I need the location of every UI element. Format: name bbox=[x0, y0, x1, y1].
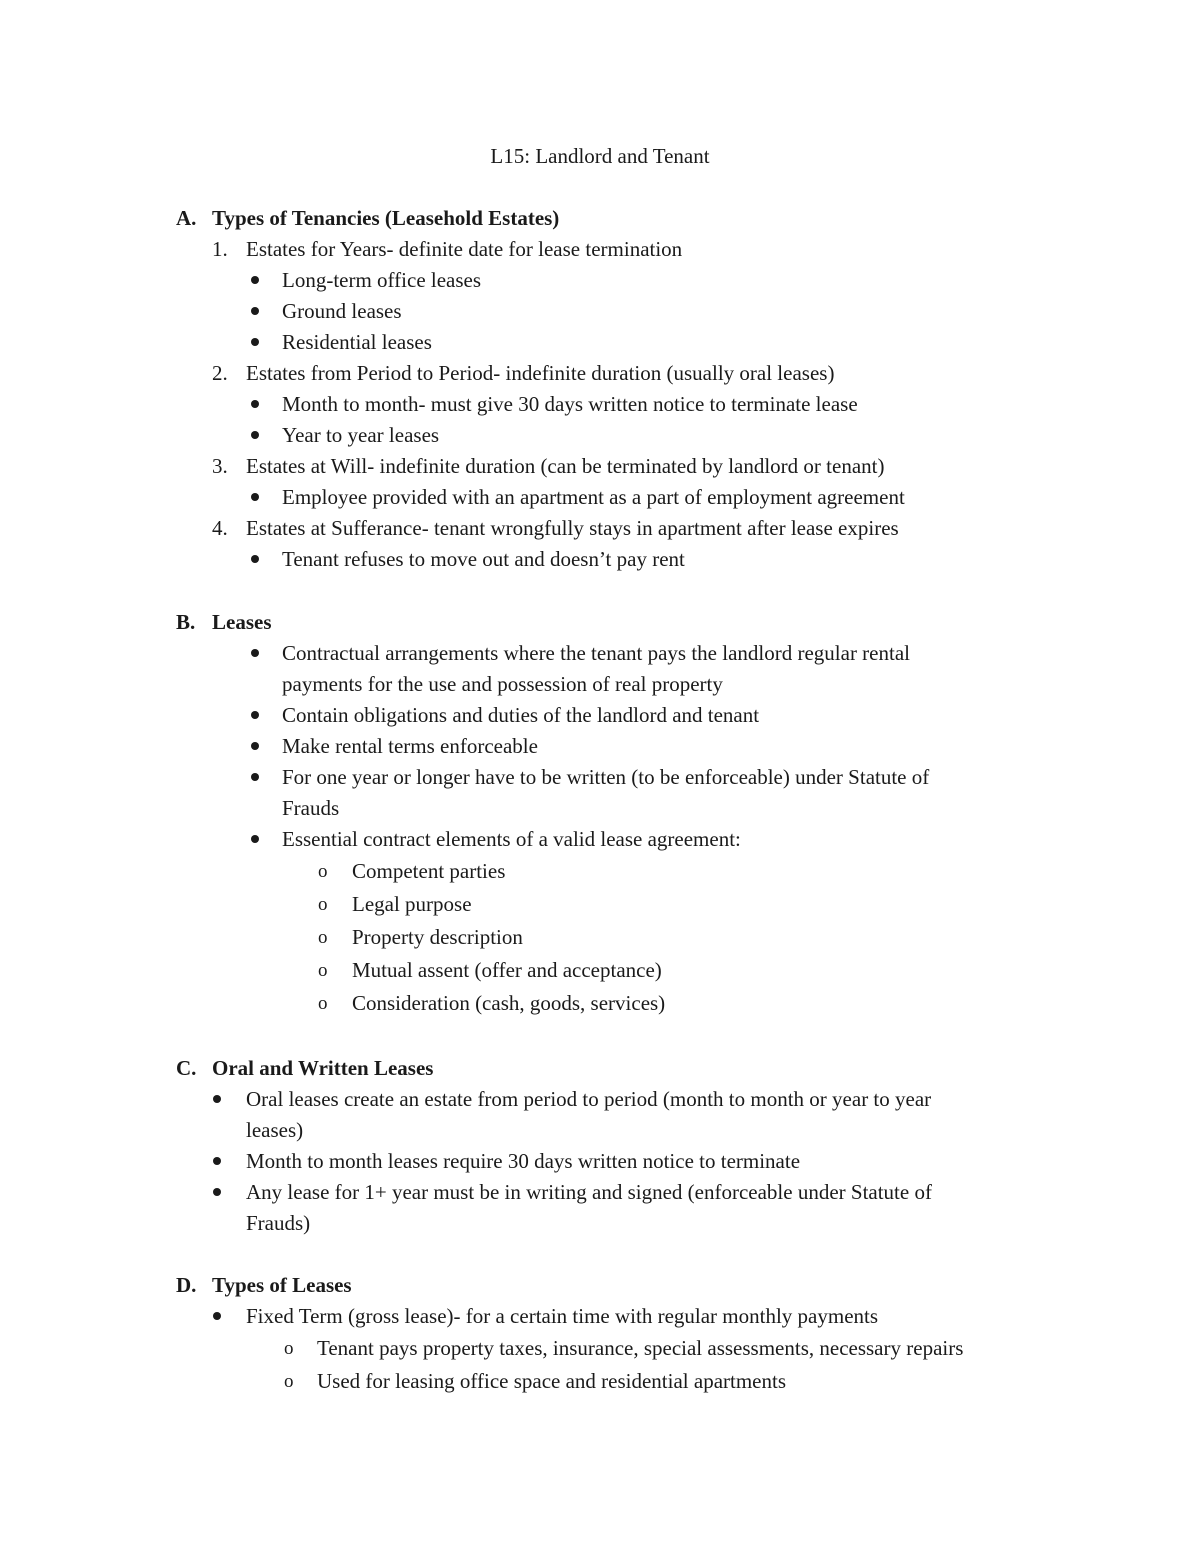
bullet-icon bbox=[213, 1095, 221, 1103]
list-item-continuation: leases) bbox=[246, 1118, 304, 1142]
sub-bullet-marker: o bbox=[284, 1338, 294, 1359]
bullet-icon bbox=[213, 1157, 221, 1165]
list-item: Estates at Sufferance- tenant wrongfully stays in apartment after lease expires bbox=[246, 516, 899, 540]
section-b-heading: Leases bbox=[212, 610, 272, 634]
bullet-icon bbox=[251, 773, 259, 781]
sub-list-item: Legal purpose bbox=[352, 892, 472, 916]
list-number: 3. bbox=[212, 454, 228, 478]
list-item: Long-term office leases bbox=[282, 268, 482, 292]
section-a-heading: Types of Tenancies (Leasehold Estates) bbox=[212, 206, 560, 230]
list-item: Ground leases bbox=[282, 299, 402, 323]
sub-bullet-marker: o bbox=[318, 894, 328, 915]
sub-bullet-marker: o bbox=[318, 861, 328, 882]
list-item: Estates at Will- indefinite duration (can be terminated by landlord or tenant) bbox=[246, 454, 885, 478]
bullet-icon bbox=[213, 1188, 221, 1196]
bullet-icon bbox=[251, 555, 259, 563]
bullet-icon bbox=[251, 493, 259, 501]
bullet-icon bbox=[251, 400, 259, 408]
sub-bullet-marker: o bbox=[318, 927, 328, 948]
bullet-icon bbox=[251, 276, 259, 284]
list-item: Contractual arrangements where the tenant pays the landlord regular rental bbox=[282, 641, 910, 665]
list-item: Oral leases create an estate from period to period (month to month or year to year bbox=[246, 1087, 932, 1111]
bullet-icon bbox=[251, 742, 259, 750]
list-item: Make rental terms enforceable bbox=[282, 734, 538, 758]
sub-list-item: Property description bbox=[352, 925, 523, 949]
bullet-icon bbox=[213, 1312, 221, 1320]
list-item: Month to month- must give 30 days written notice to terminate lease bbox=[282, 392, 858, 416]
sub-list-item: Mutual assent (offer and acceptance) bbox=[352, 958, 662, 982]
bullet-icon bbox=[251, 711, 259, 719]
list-item: Month to month leases require 30 days written notice to terminate bbox=[246, 1149, 801, 1173]
section-d-letter: D. bbox=[176, 1273, 197, 1297]
list-item: For one year or longer have to be written (to be enforceable) under Statute of bbox=[282, 765, 930, 789]
bullet-icon bbox=[251, 649, 259, 657]
sub-bullet-marker: o bbox=[318, 993, 328, 1014]
list-item: Fixed Term (gross lease)- for a certain time with regular monthly payments bbox=[246, 1304, 879, 1328]
sub-list-item: Tenant pays property taxes, insurance, special assessments, necessary repairs bbox=[317, 1336, 964, 1360]
list-number: 2. bbox=[212, 361, 228, 385]
list-item: Employee provided with an apartment as a part of employment agreement bbox=[282, 485, 905, 509]
list-item: Residential leases bbox=[282, 330, 432, 354]
sub-list-item: Used for leasing office space and residential apartments bbox=[317, 1369, 787, 1393]
section-c-letter: C. bbox=[176, 1056, 197, 1080]
bullet-icon bbox=[251, 835, 259, 843]
list-number: 1. bbox=[212, 237, 228, 261]
sub-bullet-marker: o bbox=[284, 1371, 294, 1392]
sub-list-item: Consideration (cash, goods, services) bbox=[352, 991, 666, 1015]
page-title: L15: Landlord and Tenant bbox=[490, 144, 710, 168]
list-item-continuation: Frauds) bbox=[246, 1211, 311, 1235]
bullet-icon bbox=[251, 338, 259, 346]
list-item-continuation: Frauds bbox=[282, 796, 340, 820]
list-item: Contain obligations and duties of the landlord and tenant bbox=[282, 703, 760, 727]
list-item: Estates for Years- definite date for lease termination bbox=[246, 237, 683, 261]
section-a-letter: A. bbox=[176, 206, 197, 230]
bullet-icon bbox=[251, 431, 259, 439]
list-item: Essential contract elements of a valid lease agreement: bbox=[282, 827, 741, 851]
sub-bullet-marker: o bbox=[318, 960, 328, 981]
list-number: 4. bbox=[212, 516, 228, 540]
sub-list-item: Competent parties bbox=[352, 859, 506, 883]
section-c-heading: Oral and Written Leases bbox=[212, 1056, 434, 1080]
list-item: Year to year leases bbox=[282, 423, 440, 447]
list-item-continuation: payments for the use and possession of real property bbox=[282, 672, 723, 696]
bullet-icon bbox=[251, 307, 259, 315]
list-item: Tenant refuses to move out and doesn’t pay rent bbox=[282, 547, 685, 571]
section-d-heading: Types of Leases bbox=[212, 1273, 352, 1297]
list-item: Any lease for 1+ year must be in writing and signed (enforceable under Statute of bbox=[246, 1180, 932, 1204]
section-b-letter: B. bbox=[176, 610, 196, 634]
list-item: Estates from Period to Period- indefinite duration (usually oral leases) bbox=[246, 361, 835, 385]
